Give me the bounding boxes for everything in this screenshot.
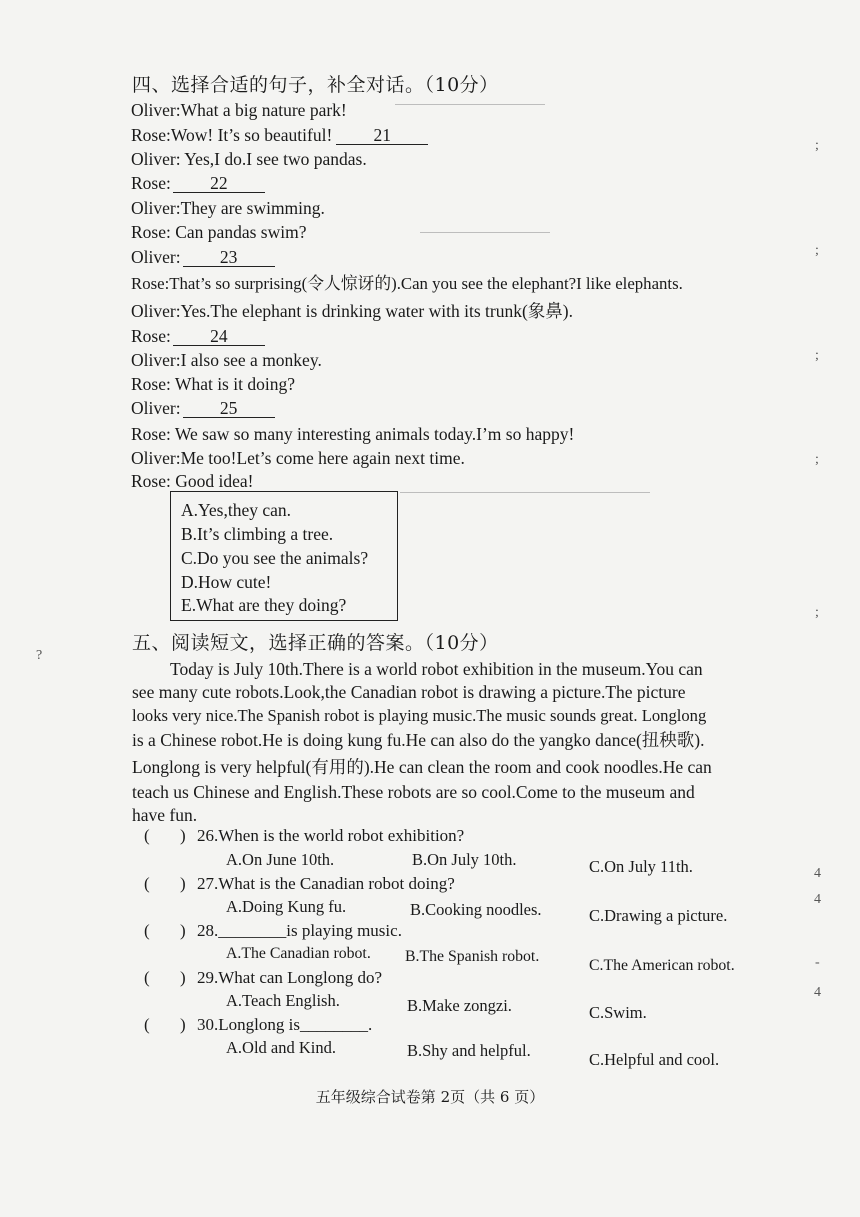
choice-a: A.The Canadian robot.: [226, 945, 371, 962]
margin-mark: ;: [815, 138, 819, 153]
choice-a: A.Old and Kind.: [226, 1038, 336, 1057]
options-box: [170, 491, 398, 621]
page-footer: 五年级综合试卷第 2页（共 6 页）: [315, 1088, 545, 1106]
margin-mark: ;: [815, 243, 819, 258]
dialogue-line: Rose:That’s so surprising(令人惊讶的).Can you see the elephant?I like elephants.: [131, 274, 683, 293]
choice-a: A.On June 10th.: [226, 850, 335, 869]
dialogue-line: Oliver:What a big nature park!: [131, 100, 347, 120]
dialogue-line: Oliver:Me too!Let’s come here again next time.: [131, 448, 465, 468]
option-a: A.Yes,they can.: [181, 500, 292, 520]
passage-line: Longlong is very helpful(有用的).He can clean the room and cook noodles.He can: [132, 757, 712, 777]
dialogue-line: Rose: 22: [131, 172, 265, 194]
choice-c: C.Swim.: [589, 1003, 647, 1022]
dialogue-line: Oliver: 25: [131, 397, 275, 419]
dialogue-line: Rose: Good idea!: [131, 471, 254, 491]
passage-line: see many cute robots.Look,the Canadian robot is drawing a picture.The picture: [132, 682, 686, 702]
question-text: 26.When is the world robot exhibition?: [197, 826, 465, 845]
choice-b: B.Shy and helpful.: [407, 1041, 531, 1060]
section4-title: 四、选择合适的句子，补全对话。（10分）: [132, 74, 499, 96]
question-text: 29.What can Longlong do?: [197, 968, 383, 987]
choice-c: C.The American robot.: [589, 957, 735, 974]
answer-paren-close: ): [180, 921, 186, 940]
section5-title: 五、阅读短文，选择正确的答案。（10分）: [132, 632, 499, 654]
option-d: D.How cute!: [181, 572, 272, 592]
answer-paren-open[interactable]: (: [144, 826, 150, 845]
margin-mark: ?: [36, 648, 43, 663]
dialogue-line: Oliver:I also see a monkey.: [131, 350, 322, 370]
answer-paren-close: ): [180, 1015, 186, 1034]
choice-b: B.Make zongzi.: [407, 996, 512, 1015]
question-text: 28.________is playing music.: [197, 921, 402, 940]
passage-line: have fun.: [132, 805, 198, 825]
dialogue-line: Oliver:Yes.The elephant is drinking water with its trunk(象鼻).: [131, 301, 573, 321]
choice-b: B.On July 10th.: [412, 850, 517, 869]
question-text: 30.Longlong is________.: [197, 1015, 373, 1034]
scan-artifact: [420, 232, 550, 233]
passage-line: Today is July 10th.There is a world robot exhibition in the museum.You can: [170, 659, 703, 679]
choice-c: C.Drawing a picture.: [589, 906, 728, 925]
choice-c: C.Helpful and cool.: [589, 1050, 720, 1069]
margin-mark: -: [815, 955, 820, 970]
margin-mark: ;: [815, 605, 819, 620]
dialogue-line: Oliver: Yes,I do.I see two pandas.: [131, 149, 367, 169]
answer-blank-23[interactable]: 23: [183, 248, 275, 267]
answer-paren-open[interactable]: (: [144, 921, 150, 940]
dialogue-line: Rose: We saw so many interesting animals today.I’m so happy!: [131, 424, 575, 444]
margin-mark: ;: [815, 452, 819, 467]
scan-artifact: [395, 104, 545, 105]
option-b: B.It’s climbing a tree.: [181, 524, 334, 544]
answer-paren-close: ): [180, 826, 186, 845]
dialogue-line: Oliver: 23: [131, 246, 275, 268]
option-c: C.Do you see the animals?: [181, 548, 369, 568]
margin-mark: 4: [814, 985, 821, 1000]
option-e: E.What are they doing?: [181, 595, 347, 615]
choice-b: B.The Spanish robot.: [405, 948, 540, 965]
answer-blank-24[interactable]: 24: [173, 327, 265, 346]
margin-mark: 4: [814, 866, 821, 881]
margin-mark: 4: [814, 892, 821, 907]
scan-artifact: [400, 492, 650, 493]
passage-line: teach us Chinese and English.These robots are so cool.Come to the museum and: [132, 782, 695, 802]
dialogue-line: Rose:Wow! It’s so beautiful! 21: [131, 124, 428, 146]
answer-paren-close: ): [180, 968, 186, 987]
answer-paren-open[interactable]: (: [144, 968, 150, 987]
passage-line: is a Chinese robot.He is doing kung fu.He can also do the yangko dance(扭秧歌).: [132, 730, 705, 750]
answer-paren-close: ): [180, 874, 186, 893]
margin-mark: ;: [815, 348, 819, 363]
dialogue-line: Rose: Can pandas swim?: [131, 222, 307, 242]
answer-blank-25[interactable]: 25: [183, 399, 275, 418]
choice-c: C.On July 11th.: [589, 857, 693, 876]
dialogue-line: Oliver:They are swimming.: [131, 198, 325, 218]
dialogue-line: Rose: 24: [131, 325, 265, 347]
choice-a: A.Teach English.: [226, 991, 340, 1010]
question-text: 27.What is the Canadian robot doing?: [197, 874, 455, 893]
dialogue-line: Rose: What is it doing?: [131, 374, 295, 394]
choice-a: A.Doing Kung fu.: [226, 897, 347, 916]
passage-line: looks very nice.The Spanish robot is playing music.The music sounds great. Longlong: [132, 706, 707, 725]
choice-b: B.Cooking noodles.: [410, 900, 542, 919]
answer-paren-open[interactable]: (: [144, 1015, 150, 1034]
answer-paren-open[interactable]: (: [144, 874, 150, 893]
answer-blank-21[interactable]: 21: [336, 126, 428, 145]
answer-blank-22[interactable]: 22: [173, 174, 265, 193]
